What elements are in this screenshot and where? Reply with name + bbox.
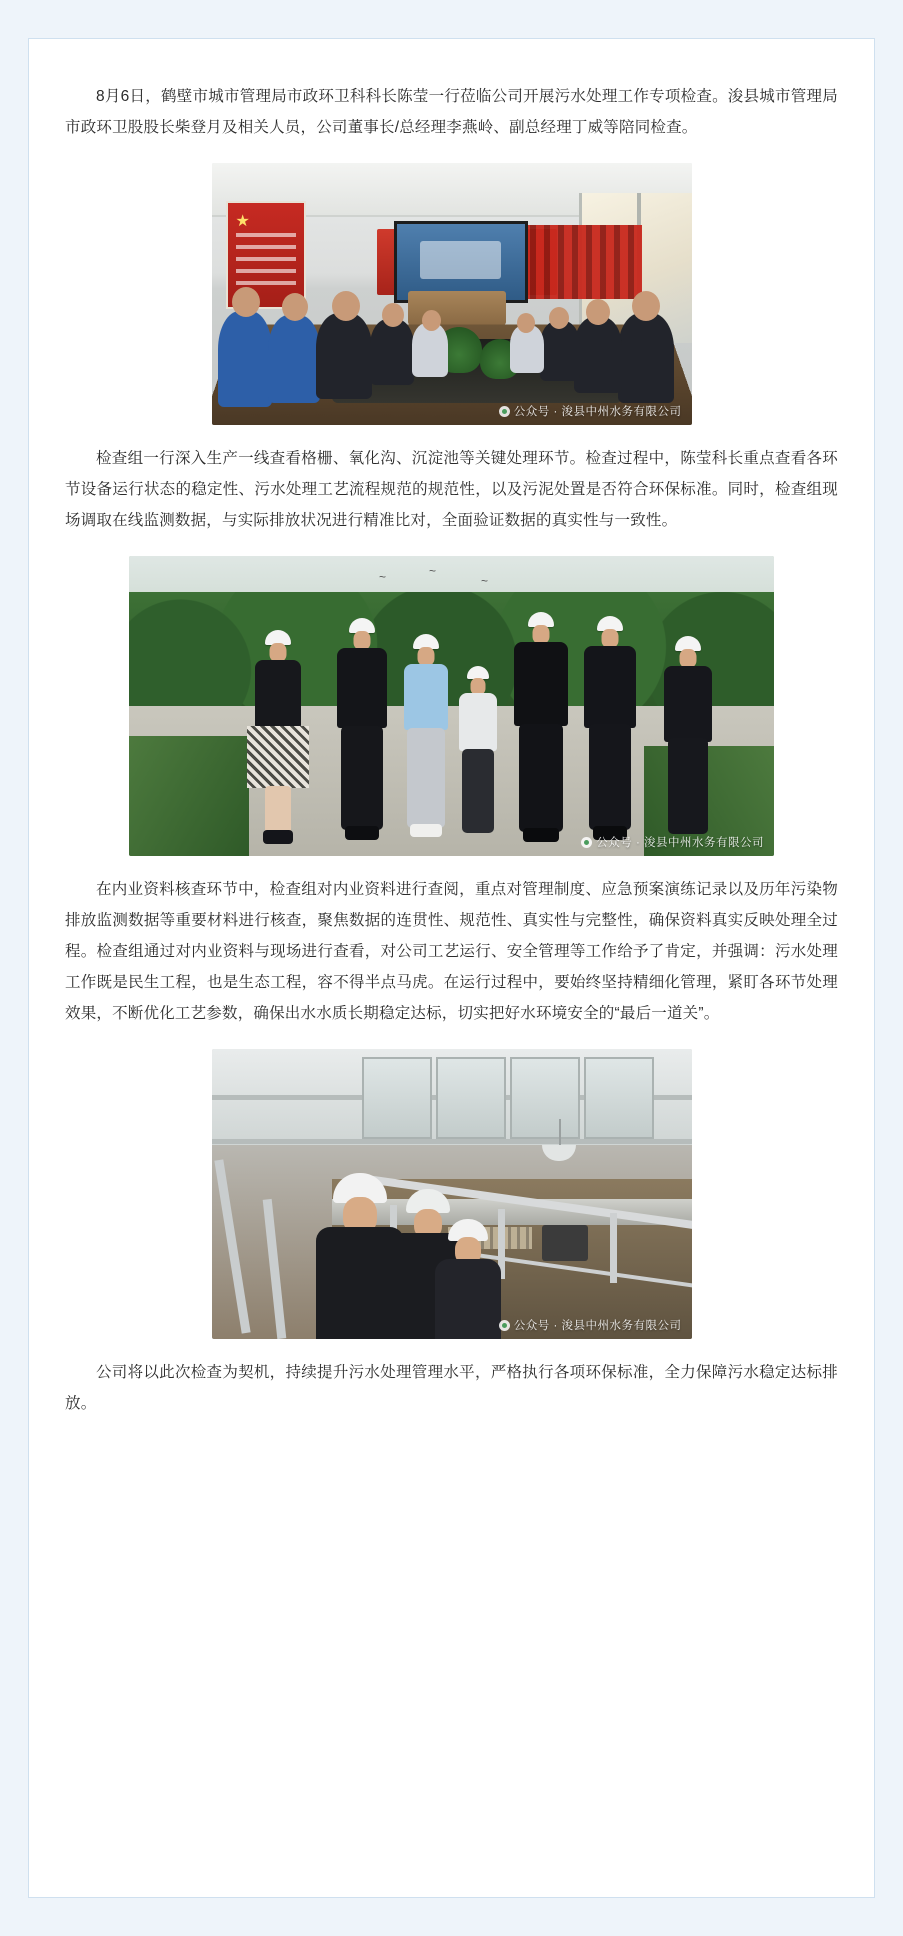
photo-watermark [499,1317,682,1333]
article-card [28,38,875,1898]
paragraph-3: 在内业资料核查环节中，检查组对内业资料进行查阅，重点对管理制度、应急预案演练记录以及历年污染物排放监测数据等重要材料进行核查，聚焦数据的连贯性、规范性、真实性与完整性，确保资料真实反映处理全过程。检查组通过对内业资料与现场进行查看，对公司工艺运行、安全管理等工作给予了肯定，并强调：污水处理工作既是民生工程，也是生态工程，容不得半点马虎。在运行过程中，要始终坚持精细化管理，紧盯各环节处理效果，不断优化工艺参数，确保出水水质长期稳定达标，切实把好水环境安全的“最后一道关”。 [65,881,838,1022]
photo-site-walk: ~ ~ ~ 公众号 · 浚县中州水务有限公司 [129,556,774,856]
paragraph-2: 检查组一行深入生产一线查看格栅、氧化沟、沉淀池等关键处理环节。检查过程中，陈莹科长重点查看各环节设备运行状态的稳定性、污水处理工艺流程规范的规范性，以及污泥处置是否符合环保标准。同时，检查组现场调取在线监测数据，与实际排放状况进行精准比对，全面验证数据的真实性与一致性。 [65,450,838,529]
paragraph-4: 公司将以此次检查为契机，持续提升污水处理管理水平，严格执行各项环保标准，全力保障污水稳定达标排放。 [65,1364,838,1412]
photo-meeting-room: ★ 公众号 · 浚县中州水务有限公司 [212,163,692,425]
watermark-text: 公众号 · 浚县中州水务有限公司 [513,1320,682,1332]
photo-watermark [581,834,764,850]
figure-site-walk [65,556,838,856]
figure-meeting-room [65,163,838,425]
watermark-logo-icon [499,406,510,417]
photo-tank-inspection [212,1049,692,1339]
watermark-text: 公众号 · 浚县中州水务有限公司 [596,837,764,849]
paragraph-1: 8月6日，鹤壁市城市管理局市政环卫科科长陈莹一行莅临公司开展污水处理工作专项检查。浚县城市管理局市政环卫股股长柴登月及相关人员，公司董事长/总经理李燕岭、副总经理丁威等陪同检查。 [65,88,838,136]
watermark-logo-icon [581,837,592,848]
photo-watermark [499,403,682,419]
watermark-text: 公众号 · 浚县中州水务有限公司 [513,406,682,418]
watermark-logo-icon [499,1320,510,1331]
figure-tank-inspection [65,1049,838,1339]
